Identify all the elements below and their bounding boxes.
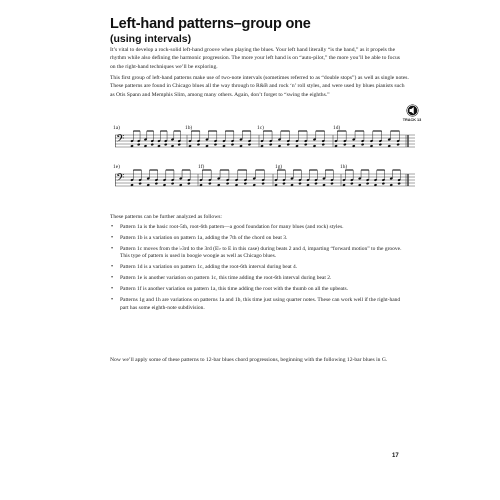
list-item: • Pattern 1f is another variation on pattern 1a, this time adding the root with the thumb on all the upbeats.: [111, 286, 349, 293]
pattern-label-1c: 1c): [257, 125, 264, 131]
analysis-intro: These patterns can be further analyzed as follows:: [110, 214, 222, 220]
music-staff-row-2: [115, 160, 415, 200]
intro-paragraph-2: This first group of left-hand patterns make use of two-note intervals (sometimes referred to as “double stops”) as well as single notes. These patterns are found in Chicago blues all the way through to R&B and rock ‘n’ roll styles, and were used by blues pianists such as Otis Spann and Memphis Slim, among many others. Again, don’t forget to “swing the eighths.”: [110, 75, 409, 98]
track-badge: [401, 104, 423, 122]
intro-paragraph-1: It’s vital to develop a rock-solid left-hand groove when playing the blues. Your left hand literally “is the band,” as it propels the rhythm while also defining the harmonic progression. The more your left hand is on “auto-pilot,” the more you’ll be able to focus on the right-hand techniques we’ll be exploring.: [110, 47, 400, 70]
list-item: • Pattern 1a is the basic root-5th, root-6th pattern—a good foundation for many blues (and rock) styles.: [111, 224, 344, 230]
pattern-label-1b: 1b): [185, 125, 193, 131]
pattern-label-1e: 1e): [113, 164, 120, 170]
staff-notation-1: [115, 121, 415, 161]
pattern-label-1g: 1g): [275, 164, 283, 170]
list-item: • Pattern 1e is another variation on pattern 1c, this time adding the root-6th interval during beat 2.: [111, 275, 332, 282]
list-item: • Pattern 1c moves from the ♭3rd to the 3rd (E♭ to E in this case) during beats 2 and 4, imparting “forward motion” to the groove. This type of pattern is used in boogie woogie as well as Chicago blues.: [111, 246, 402, 260]
list-item: • Pattern 1b is a variation on pattern 1a, adding the 7th of the chord on beat 3.: [111, 235, 288, 241]
list-item: • Pattern 1d is a variation on pattern 1c, adding the root-6th interval during beat 4.: [111, 264, 298, 271]
track-label: TRACK 13: [402, 118, 422, 122]
music-staff-row-1: [115, 121, 415, 161]
section-title: Left-hand patterns–group one: [110, 16, 311, 32]
svg-text:𝄢: 𝄢: [116, 133, 125, 148]
pattern-label-1d: 1d): [333, 125, 341, 131]
section-subtitle: (using intervals): [110, 33, 192, 45]
pattern-label-1a: 1a): [113, 125, 120, 131]
svg-text:𝄢: 𝄢: [116, 172, 125, 187]
pattern-label-1h: 1h): [340, 164, 348, 170]
pattern-label-1f: 1f): [198, 164, 205, 170]
pattern-analysis-list: [110, 224, 410, 316]
staff-notation-2: [115, 160, 415, 200]
cd-audio-icon: [406, 104, 419, 117]
closing-paragraph: Now we’ll apply some of these patterns to 12-bar blues chord progressions, beginning with the following 12-bar blues in G.: [110, 357, 388, 363]
page-number: 17: [392, 453, 399, 459]
list-item: • Patterns 1g and 1h are variations on patterns 1a and 1b, this time just using quarter notes. These can work well if the right-hand part has some eighth-note subdivision.: [111, 297, 401, 311]
